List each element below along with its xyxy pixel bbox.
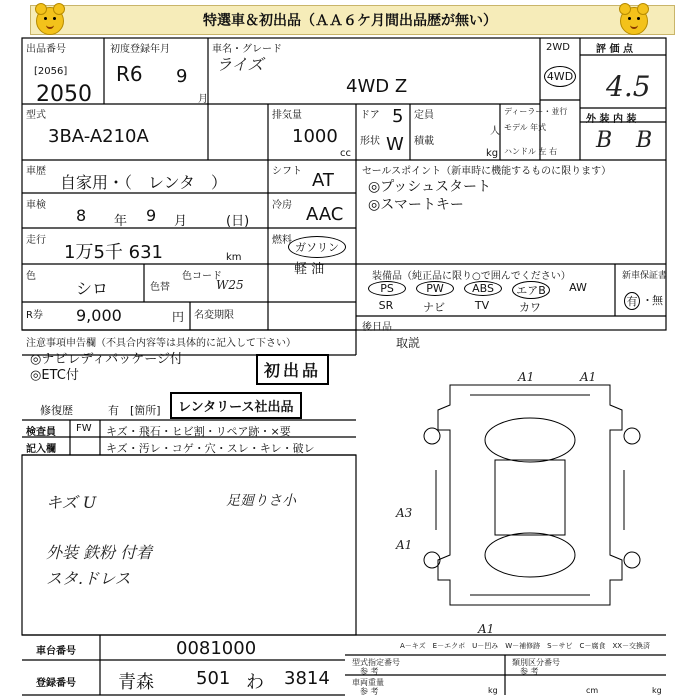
footer-cm: cm [586,686,599,695]
equipment-item: エアB [512,281,550,299]
drive-label: 2WD [546,42,570,53]
after-parts-label: 後日品 [362,322,392,333]
footer-kg1: kg [488,686,498,695]
warranty-sep: ・ [642,294,653,307]
footer-type-label: 型式指定番号 [352,658,400,667]
first-reg-month-unit: 月 [198,94,208,105]
footer-kg2: kg [652,686,662,695]
repair-sub: [箇所] [130,404,161,417]
diagram-legend: A－キズ E－エクボ U－凹み W－補修跡 S－サビ C－腐食 XX－交換済 [400,642,651,650]
car-label: 車名・グレード [212,44,282,55]
handle-label: ハンドル 左 右 [504,147,558,156]
warranty-no: 無 [652,294,663,307]
lot-number: 2050 [36,82,92,107]
equipment-item: ABS [464,281,502,296]
equipment-item: TV [474,299,490,312]
warranty-yes: 有 [624,292,640,310]
score-value: 4.5 [606,70,651,103]
mileage-label: 走行 [26,235,46,246]
drive-4wd: 4WD [544,66,576,87]
color-value: シロ [76,279,109,298]
mileage-change-label: 名変期限 [194,310,234,321]
model-label: 型式 [26,110,46,121]
fuel-gas: ガソリン [288,236,346,258]
inspection-year: 8 [76,206,87,225]
notes-item-2: ◎ETC付 [30,368,79,383]
lot-label: 出品番号 [26,44,66,55]
equipment-item: SR [378,299,394,312]
model-year-label: モデル 年式 [504,123,547,132]
inspection-label: 車検 [26,200,46,211]
notes-item-1: ◎ナビレディパッケージ付 [30,352,184,367]
recycle-value: 9,000 [76,306,122,325]
dealer-label: ディーラー・並行 [504,107,568,116]
chassis-value: 0081000 [176,638,257,659]
handwritten-line-3: スタ.ドレス [46,569,131,588]
color-label: 色 [26,271,36,282]
diagram-mark: A3 [396,506,413,520]
interior-grade: B [636,128,653,153]
shift-value: AT [312,170,334,191]
shift-label: シフト [272,166,302,177]
displacement-unit: cc [340,148,351,159]
car-diagram [424,385,640,605]
color-code-label: 色コード [182,271,222,282]
color-code: W25 [216,278,244,292]
equipment-item: PW [416,281,454,296]
repair-label: 修復歴 [40,404,73,417]
model-value: 3BA-A210A [48,126,149,147]
footer-front-label: 車両重量 [352,678,384,687]
diagram-mark: A1 [580,370,597,384]
fuel-diesel: 軽 油 [294,262,325,277]
mileage-unit: km [226,252,242,263]
first-listing-stamp: 初出品 [256,354,329,385]
equipment-item: PS [368,281,406,296]
plate-class: 501 [196,668,231,689]
shape-value: W [386,134,404,155]
inspection-month-unit: 月 [174,214,188,229]
rental-lease-stamp: レンタリース社出品 [170,392,302,419]
inspector-fw: FW [76,423,92,434]
sales-point-2: ◎スマートキー [368,197,464,213]
inspection-year-unit: 年 [114,214,128,229]
equipment-item: カワ [519,301,541,314]
chassis-label: 車台番号 [36,646,76,657]
inspector-row-1: キズ・飛石・ヒビ割・リペア跡・×要 [106,425,291,438]
sales-point-1: ◎プッシュスタート [368,179,491,195]
history-value: 自家用・（ レンタ ） [60,173,227,192]
load-label: 積載 [414,136,434,147]
car-name: ライズ [216,55,264,74]
plate-kana: わ [246,672,264,693]
car-grade: 4WD Z [346,76,408,97]
inspector-label-2: 記入欄 [26,444,56,455]
handwritten-line-1: キズ U [46,493,97,512]
inspection-day-unit: (日) [226,214,250,229]
header-title: 特選車＆初出品（ＡＡ６ケ月間出品歴が無い） [203,13,497,29]
ac-label: 冷房 [272,200,292,211]
diagram-mark: A1 [478,622,495,636]
recycle-label: R券 [26,310,43,321]
diagram-mark: A1 [396,538,413,552]
plate-label: 登録番号 [36,678,76,689]
score-label: 評 価 点 [596,44,633,55]
after-parts-value: 取説 [396,336,421,350]
ext-int-label: 外 装 内 装 [586,114,637,125]
shape-label: 形状 [360,136,380,147]
inspector-row-2: キズ・汚レ・コゲ・穴・スレ・キレ・破レ [106,442,315,455]
recycle-unit: 円 [172,310,185,324]
handwritten-line-2: 外装 鉄粉 付着 [46,543,153,562]
first-reg-label: 初度登録年月 [110,44,170,55]
mileage-value: 1万5千 631 [64,242,163,263]
plate-region: 青森 [118,672,154,693]
equipment-item: AW [569,281,587,294]
displacement-value: 1000 [292,126,338,147]
footer-class-label: 類別区分番号 [512,658,560,667]
repair-value: 有 [108,404,119,417]
exterior-grade: B [596,128,613,153]
warranty-label: 新車保証書 [622,271,668,281]
diagram-mark: A1 [518,370,535,384]
footer-class-ref: 参 考 [520,667,539,676]
footer-type-ref: 参 考 [360,667,379,676]
history-label: 車歴 [26,166,46,177]
lot-code: [2056] [34,66,68,77]
capacity-unit: 人 [490,126,500,137]
notes-label: 注意事項申告欄（不具合内容等は具体的に記入して下さい） [26,338,296,349]
inspection-month: 9 [146,206,157,225]
equipment-item: ナビ [423,301,445,314]
inspector-label-1: 検査員 [26,427,56,438]
capacity-label: 定員 [414,110,434,121]
first-reg-era: R6 [116,62,143,86]
load-unit: kg [486,148,499,159]
doors-label: ドア [360,110,380,121]
doors-value: 5 [392,106,404,127]
fuel-label: 燃料 [272,235,292,246]
equipment-label: 装備品（純正品に限り○で囲んでください） [372,271,571,282]
color-no-label: 色替 [150,282,170,293]
footer-front-sub: 参 考 [360,687,379,696]
handwritten-line-1b: 足廻りさ小 [226,493,296,509]
sales-point-label: セールスポイント（新車時に機能するものに限ります） [362,166,612,177]
first-reg-month: 9 [176,66,188,87]
displacement-label: 排気量 [272,110,302,121]
plate-number: 3814 [284,668,330,689]
ac-value: AAC [306,204,344,225]
